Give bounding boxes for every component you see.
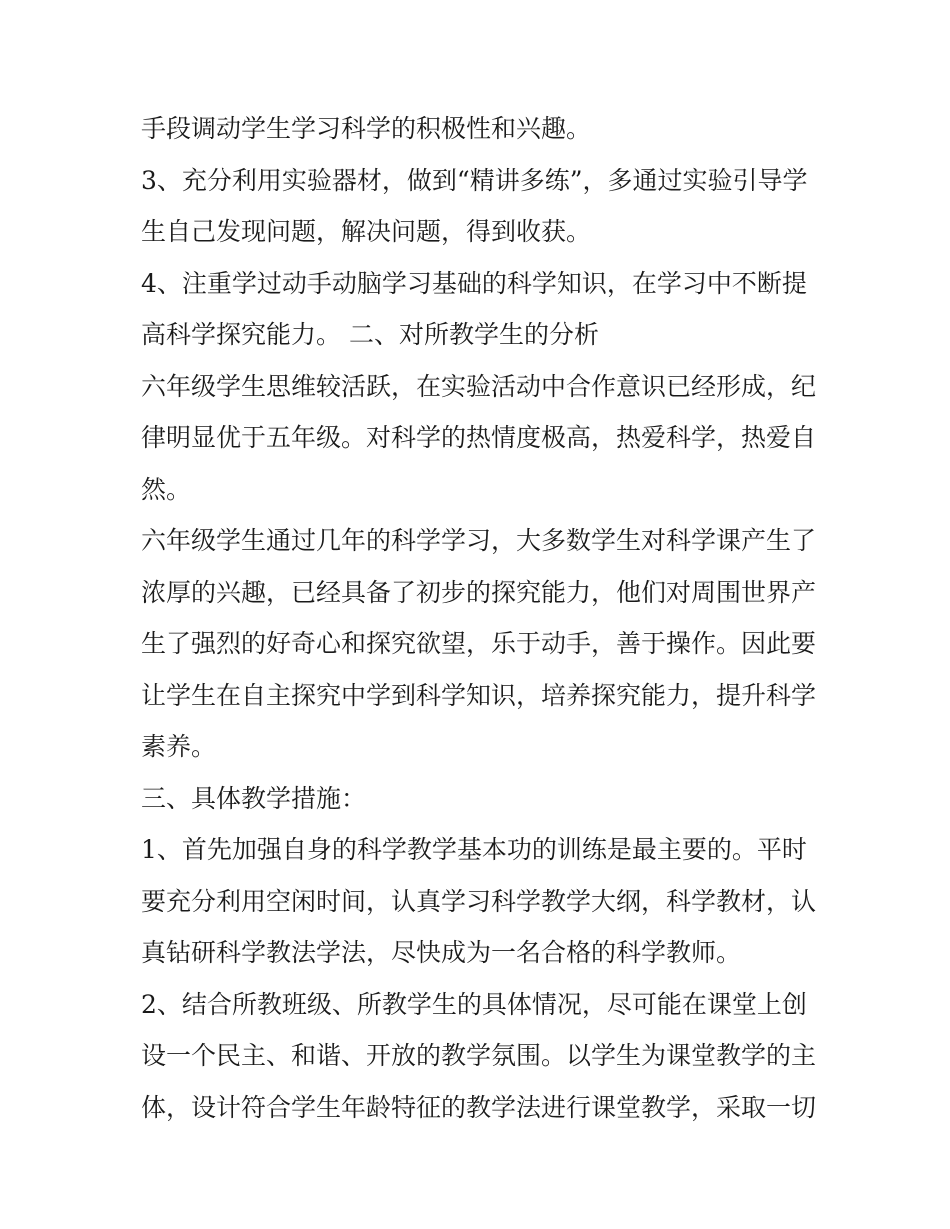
text-line: 素养。 (141, 732, 217, 761)
text-line: 律明显优于五年级。对科学的热情度极高，热爱科学，热爱自 (141, 423, 817, 452)
text-line: 1、首先加强自身的科学教学基本功的训练是最主要的。平时 (141, 835, 807, 864)
text-line: 3、充分利用实验器材，做到“精讲多练”，多通过实验引导学 (141, 165, 808, 195)
text-line: 设一个民主、和谐、开放的教学氛围。以学生为课堂教学的主 (141, 1041, 817, 1070)
text-line: 体，设计符合学生年龄特征的教学法进行课堂教学，采取一切 (141, 1092, 817, 1122)
text-line: 手段调动学生学习科学的积极性和兴趣。 (141, 114, 592, 143)
text-line: 真钻研科学教法学法，尽快成为一名合格的科学教师。 (141, 938, 742, 967)
text-line: 4、注重学过动手动脑学习基础的科学知识，在学习中不断提 (141, 268, 807, 298)
text-line: 六年级学生思维较活跃，在实验活动中合作意识已经形成，纪 (141, 371, 817, 401)
text-line: 2、结合所教班级、所教学生的具体情况，尽可能在课堂上创 (141, 989, 807, 1019)
text-line: 六年级学生通过几年的科学学习，大多数学生对科学课产生了 (141, 526, 817, 555)
text-line: 浓厚的兴趣，已经具备了初步的探究能力，他们对周围世界产 (141, 577, 817, 607)
text-line: 要充分利用空闲时间，认真学习科学教学大纲，科学教材，认 (141, 886, 817, 916)
document-body (141, 103, 821, 1133)
section-heading: 三、具体教学措施： (141, 783, 367, 813)
text-line: 让学生在自主探究中学到科学知识，培养探究能力，提升科学 (141, 680, 817, 710)
text-line: 高科学探究能力。 二、对所教学生的分析 (141, 320, 599, 349)
text-line: 然。 (141, 474, 192, 504)
text-line: 生自己发现问题，解决问题，得到收获。 (141, 217, 592, 246)
text-line: 生了强烈的好奇心和探究欲望，乐于动手，善于操作。因此要 (141, 629, 817, 658)
